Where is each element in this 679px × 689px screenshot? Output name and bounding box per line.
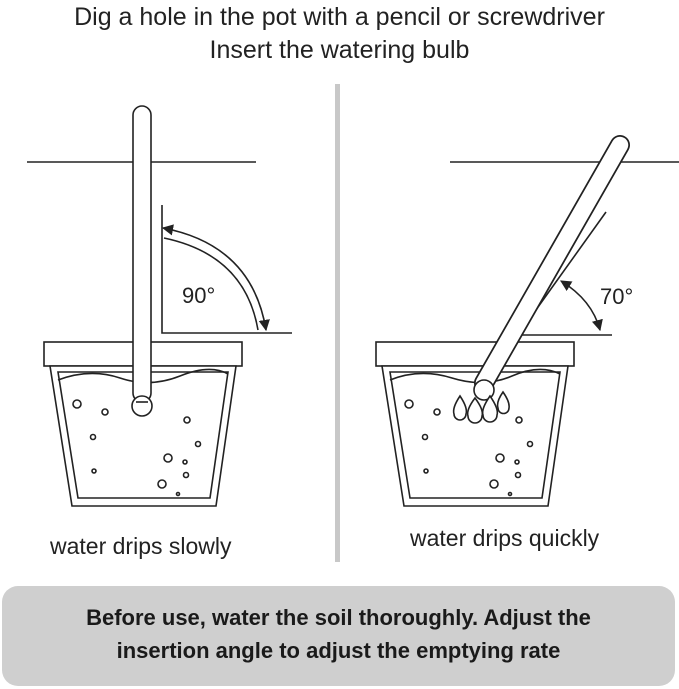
instruction-title-line-1: Dig a hole in the pot with a pencil or screwdriver: [74, 3, 605, 31]
left-angle-arc: [163, 228, 266, 330]
left-watering-bulb-tube: [133, 106, 151, 402]
right-caption: water drips quickly: [410, 525, 600, 551]
right-pot-rim: [376, 342, 574, 366]
usage-note-line-1: Before use, water the soil thoroughly. Adjust the: [86, 605, 591, 630]
left-watering-bulb-tip: [132, 396, 152, 416]
left-diagram: [27, 106, 292, 506]
usage-note-line-2: insertion angle to adjust the emptying rate: [116, 638, 561, 663]
instruction-title-line-2: Insert the watering bulb: [209, 36, 470, 64]
right-diagram: [376, 145, 679, 506]
right-angle-label: 70°: [600, 284, 634, 309]
left-caption: water drips slowly: [50, 533, 232, 559]
left-angle-label: 90°: [182, 283, 216, 308]
usage-note-box: [2, 586, 675, 686]
right-angle-arc: [561, 281, 600, 330]
